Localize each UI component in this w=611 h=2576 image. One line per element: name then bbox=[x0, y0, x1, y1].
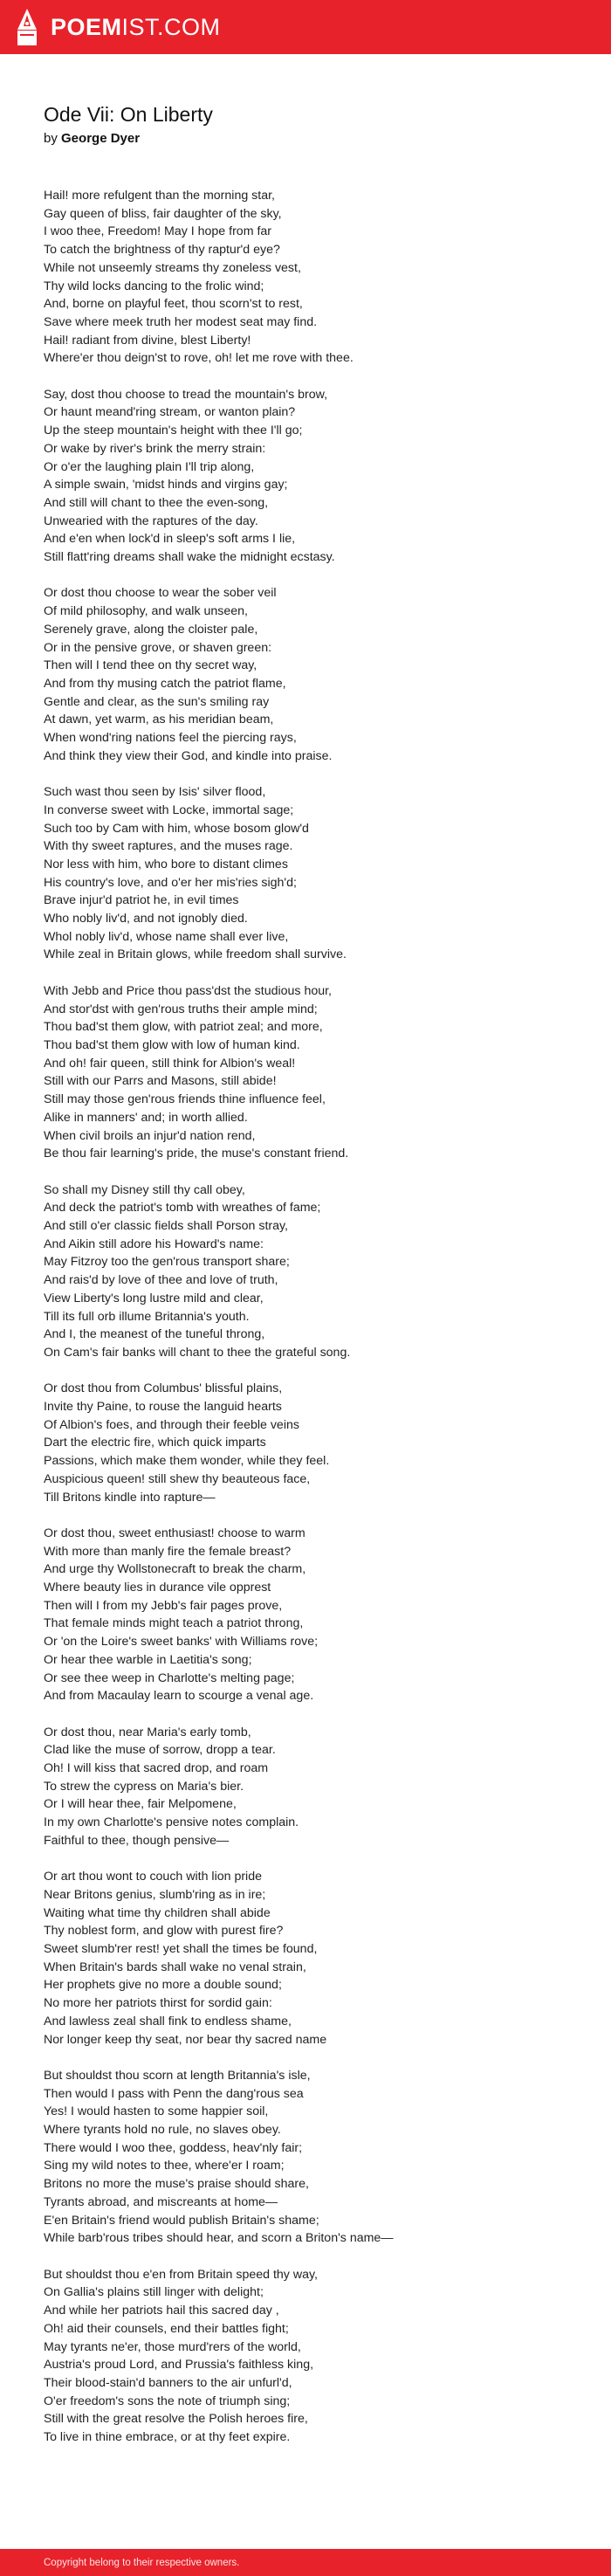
site-header-bar bbox=[0, 0, 611, 54]
poem-line: Sing my wild notes to thee, where'er I roam; bbox=[44, 2159, 285, 2173]
poem-line: And e'en when lock'd in sleep's soft arms I lie, bbox=[44, 532, 296, 547]
poem-line: Where tyrants hold no rule, no slaves obey. bbox=[44, 2123, 281, 2138]
stanza bbox=[44, 187, 576, 368]
poem-line: No more her patriots thirst for sordid gain: bbox=[44, 1996, 272, 2011]
poem-line: So shall my Disney still thy call obey, bbox=[44, 1182, 245, 1197]
poem-header bbox=[44, 103, 567, 146]
poem-line: And from thy musing catch the patriot flame, bbox=[44, 676, 286, 691]
poem-line: Or dost thou choose to wear the sober veil bbox=[44, 586, 277, 601]
poem-line: At dawn, yet warm, as his meridian beam, bbox=[44, 713, 274, 727]
poem-line: Alike in manners' and; in worth allied. bbox=[44, 1110, 248, 1125]
poem-line: Whol nobly liv'd, whose name shall ever live, bbox=[44, 929, 289, 944]
poem-line: Or 'on the Loire's sweet banks' with Williams rove; bbox=[44, 1635, 319, 1650]
poem-line: A simple swain, 'midst hinds and virgins gay; bbox=[44, 478, 288, 492]
site-footer bbox=[0, 2549, 611, 2576]
poem-line: Near Britons genius, slumb'ring as in ire; bbox=[44, 1887, 266, 1902]
poem-line: While not unseemly streams thy zoneless vest, bbox=[44, 260, 301, 275]
poem-line: Invite thy Paine, to rouse the languid hearts bbox=[44, 1400, 282, 1415]
poem-line: Till its full orb illume Britannia's youth. bbox=[44, 1309, 250, 1324]
poem-line: Say, dost thou choose to tread the mountain's brow, bbox=[44, 387, 328, 402]
poem-line: Gay queen of bliss, fair daughter of the sky, bbox=[44, 206, 282, 221]
poem-line: Nor less with him, who bore to distant climes bbox=[44, 857, 288, 871]
poem-line: Thy wild locks dancing to the frolic wind; bbox=[44, 279, 264, 293]
by-label: by bbox=[44, 130, 58, 146]
poem-line: Or in the pensive grove, or shaven green: bbox=[44, 640, 272, 655]
poem-line: Serenely grave, along the cloister pale, bbox=[44, 622, 258, 637]
poem-line: Oh! aid their counsels, end their battles fight; bbox=[44, 2321, 289, 2336]
poem-line: With more than manly fire the female breast? bbox=[44, 1544, 292, 1559]
poem-line: In my own Charlotte's pensive notes complain. bbox=[44, 1815, 299, 1830]
poem-line: May tyrants ne'er, those murd'rers of the world, bbox=[44, 2339, 301, 2354]
stanza bbox=[44, 1380, 576, 1506]
poem-line: Gentle and clear, as the sun's smiling ray bbox=[44, 694, 270, 709]
poem-line: Or o'er the laughing plain I'll trip along, bbox=[44, 459, 255, 474]
poem-line: E'en Britain's friend would publish Britain's shame; bbox=[44, 2213, 319, 2228]
poem-line: On Gallia's plains still linger with delight; bbox=[44, 2285, 264, 2300]
poem-line: Oh! I will kiss that sacred drop, and roam bbox=[44, 1761, 269, 1776]
poem-line: View Liberty's long lustre mild and clear, bbox=[44, 1291, 264, 1305]
stanza bbox=[44, 1724, 576, 1850]
stanza bbox=[44, 2067, 576, 2248]
stanza bbox=[44, 783, 576, 964]
poem-body bbox=[44, 187, 576, 2464]
poem-line: And deck the patriot's tomb with wreathes of fame; bbox=[44, 1201, 321, 1216]
poem-line: Still flatt'ring dreams shall wake the midnight ecstasy. bbox=[44, 550, 335, 565]
poem-line: When wond'ring nations feel the piercing rays, bbox=[44, 731, 297, 746]
poem-line: And from Macaulay learn to scourge a venal age. bbox=[44, 1689, 314, 1704]
poem-line: Then will I from my Jebb's fair pages prove, bbox=[44, 1598, 283, 1613]
logo-light-text: IST.COM bbox=[121, 13, 221, 40]
poem-line: Thou bad'st them glow, with patriot zeal; and more, bbox=[44, 1020, 323, 1035]
poem-line: Or see thee weep in Charlotte's melting page; bbox=[44, 1670, 295, 1685]
poem-line: Faithful to thee, though pensive— bbox=[44, 1833, 230, 1848]
poem-line: Or I will hear thee, fair Melpomene, bbox=[44, 1797, 237, 1812]
poem-line: And while her patriots hail this sacred day , bbox=[44, 2304, 279, 2318]
poem-line: Hail! radiant from divine, blest Liberty! bbox=[44, 333, 251, 348]
poem-line: Or art thou wont to couch with lion pride bbox=[44, 1870, 262, 1884]
poem-line: Till Britons kindle into rapture— bbox=[44, 1490, 216, 1505]
poem-line: His country's love, and o'er her mis'ries sigh'd; bbox=[44, 875, 297, 890]
poem-line: Still with our Parrs and Masons, still abide! bbox=[44, 1074, 277, 1089]
stanza bbox=[44, 1525, 576, 1705]
poem-line: Such too by Cam with him, whose bosom glow'd bbox=[44, 821, 309, 836]
poem-line: To catch the brightness of thy raptur'd eye? bbox=[44, 243, 280, 258]
poem-line: Nor longer keep thy seat, nor bear thy sacred name bbox=[44, 2032, 327, 2047]
poem-line: Waiting what time thy children shall abide bbox=[44, 1905, 271, 1920]
poem-line: Who nobly liv'd, and not ignobly died. bbox=[44, 912, 248, 926]
poem-line: There would I woo thee, goddess, heav'nly fair; bbox=[44, 2140, 303, 2155]
poem-line: And stor'dst with gen'rous truths their ample mind; bbox=[44, 1002, 318, 1016]
poem-byline bbox=[44, 131, 567, 146]
poem-line: And still will chant to thee the even-song, bbox=[44, 495, 269, 510]
stanza bbox=[44, 584, 576, 765]
pen-nib-icon[interactable] bbox=[14, 7, 40, 47]
poem-line: Brave injur'd patriot he, in evil times bbox=[44, 893, 239, 908]
poem-line: Still with the great resolve the Polish heroes fire, bbox=[44, 2412, 308, 2427]
poem-line: And I, the meanest of the tuneful throng, bbox=[44, 1327, 265, 1342]
poem-line: I woo thee, Freedom! May I hope from far bbox=[44, 224, 272, 239]
poem-line: Of mild philosophy, and walk unseen, bbox=[44, 604, 248, 619]
stanza bbox=[44, 982, 576, 1163]
poem-line: To strew the cypress on Maria's bier. bbox=[44, 1779, 244, 1794]
poem-line: Up the steep mountain's height with thee I'll go; bbox=[44, 424, 303, 438]
poem-line: Or hear thee warble in Laetitia's song; bbox=[44, 1652, 252, 1667]
poem-line: While barb'rous tribes should hear, and scorn a Briton's name— bbox=[44, 2231, 394, 2246]
poem-line: And, borne on playful feet, thou scorn'st to rest, bbox=[44, 297, 303, 312]
poem-line: On Cam's fair banks will chant to thee the grateful song. bbox=[44, 1345, 351, 1360]
poem-line: And think they view their God, and kindle into praise. bbox=[44, 748, 333, 763]
poem-line: Dart the electric fire, which quick imparts bbox=[44, 1436, 266, 1450]
stanza bbox=[44, 2266, 576, 2447]
poem-line: Britons no more the muse's praise should share, bbox=[44, 2177, 309, 2192]
poem-line: When Britain's bards shall wake no venal strain, bbox=[44, 1960, 306, 1974]
poem-line: And still o'er classic fields shall Porson stray, bbox=[44, 1219, 288, 1233]
stanza bbox=[44, 1181, 576, 1362]
poem-line: Thy noblest form, and glow with purest fire? bbox=[44, 1924, 284, 1939]
poem-line: Be thou fair learning's pride, the muse's constant friend. bbox=[44, 1147, 349, 1161]
poem-line: Or wake by river's brink the merry strain: bbox=[44, 441, 266, 456]
author-name[interactable]: George Dyer bbox=[61, 130, 141, 146]
poem-line: When civil broils an injur'd nation rend, bbox=[44, 1128, 256, 1143]
poem-line: In converse sweet with Locke, immortal sage; bbox=[44, 802, 294, 817]
poem-line: Or dost thou, near Maria's early tomb, bbox=[44, 1725, 251, 1739]
poem-line: Auspicious queen! still shew thy beauteous face, bbox=[44, 1471, 311, 1486]
poem-line: O'er freedom's sons the note of triumph sing; bbox=[44, 2393, 291, 2408]
poem-line: Thou bad'st them glow with low of human kind. bbox=[44, 1037, 300, 1052]
copyright-notice: Copyright belong to their respective owners. bbox=[44, 2557, 240, 2568]
poem-line: Save where meek truth her modest seat may find. bbox=[44, 314, 318, 329]
poem-line: Still may those gen'rous friends thine influence feel, bbox=[44, 1092, 326, 1107]
poem-title: Ode Vii: On Liberty bbox=[44, 103, 213, 126]
poem-line: That female minds might teach a patriot throng, bbox=[44, 1616, 304, 1631]
poem-line: But shouldst thou scorn at length Britannia's isle, bbox=[44, 2068, 311, 2083]
poem-line: While zeal in Britain glows, while freedom shall survive. bbox=[44, 947, 347, 962]
poem-line: To live in thine embrace, or at thy feet expire. bbox=[44, 2430, 291, 2445]
poem-line: Her prophets give no more a double sound; bbox=[44, 1978, 282, 1993]
site-logo[interactable] bbox=[51, 13, 221, 40]
poem-line: Sweet slumb'rer rest! yet shall the times be found, bbox=[44, 1942, 318, 1957]
poem-line: And lawless zeal shall fink to endless shame, bbox=[44, 2014, 292, 2028]
poem-line: Where beauty lies in durance vile opprest bbox=[44, 1581, 271, 1595]
poem-line: With thy sweet raptures, and the muses rage. bbox=[44, 839, 293, 854]
poem-line: And oh! fair queen, still think for Albion's weal! bbox=[44, 1056, 296, 1071]
poem-line: Tyrants abroad, and miscreants at home— bbox=[44, 2194, 278, 2209]
poem-line: And rais'd by love of thee and love of truth, bbox=[44, 1273, 278, 1288]
poem-line: Yes! I would hasten to some happier soil, bbox=[44, 2104, 269, 2119]
poem-line: Or haunt meand'ring stream, or wanton plain? bbox=[44, 405, 296, 420]
poem-line: Or dost thou, sweet enthusiast! choose to warm bbox=[44, 1526, 306, 1540]
poem-line: Then would I pass with Penn the dang'rous sea bbox=[44, 2086, 304, 2101]
poem-line: Unwearied with the raptures of the day. bbox=[44, 513, 258, 528]
poem-line: Such wast thou seen by Isis' silver flood, bbox=[44, 785, 266, 800]
poem-line: And Aikin still adore his Howard's name: bbox=[44, 1236, 264, 1251]
poem-line: Clad like the muse of sorrow, dropp a tear. bbox=[44, 1743, 276, 1758]
poem-line: Then will I tend thee on thy secret way, bbox=[44, 658, 257, 673]
stanza bbox=[44, 1868, 576, 2049]
poem-line: Their blood-stain'd banners to the air unfurl'd, bbox=[44, 2375, 292, 2390]
poem-line: With Jebb and Price thou pass'dst the studious hour, bbox=[44, 983, 333, 998]
poem-line: Hail! more refulgent than the morning star, bbox=[44, 189, 275, 203]
logo-bold-text: POEM bbox=[51, 13, 122, 40]
stanza bbox=[44, 386, 576, 567]
poem-line: Austria's proud Lord, and Prussia's faithless king, bbox=[44, 2358, 314, 2373]
poem-line: May Fitzroy too the gen'rous transport share; bbox=[44, 1255, 290, 1270]
poem-line: And urge thy Wollstonecraft to break the charm, bbox=[44, 1562, 306, 1577]
poem-line: Passions, which make them wonder, while they feel. bbox=[44, 1454, 330, 1469]
poem-line: Or dost thou from Columbus' blissful plains, bbox=[44, 1381, 283, 1396]
poem-line: But shouldst thou e'en from Britain speed thy way, bbox=[44, 2267, 318, 2282]
poem-line: Of Albion's foes, and through their feeble veins bbox=[44, 1417, 299, 1432]
poem-line: Where'er thou deign'st to rove, oh! let me rove with thee. bbox=[44, 351, 354, 366]
